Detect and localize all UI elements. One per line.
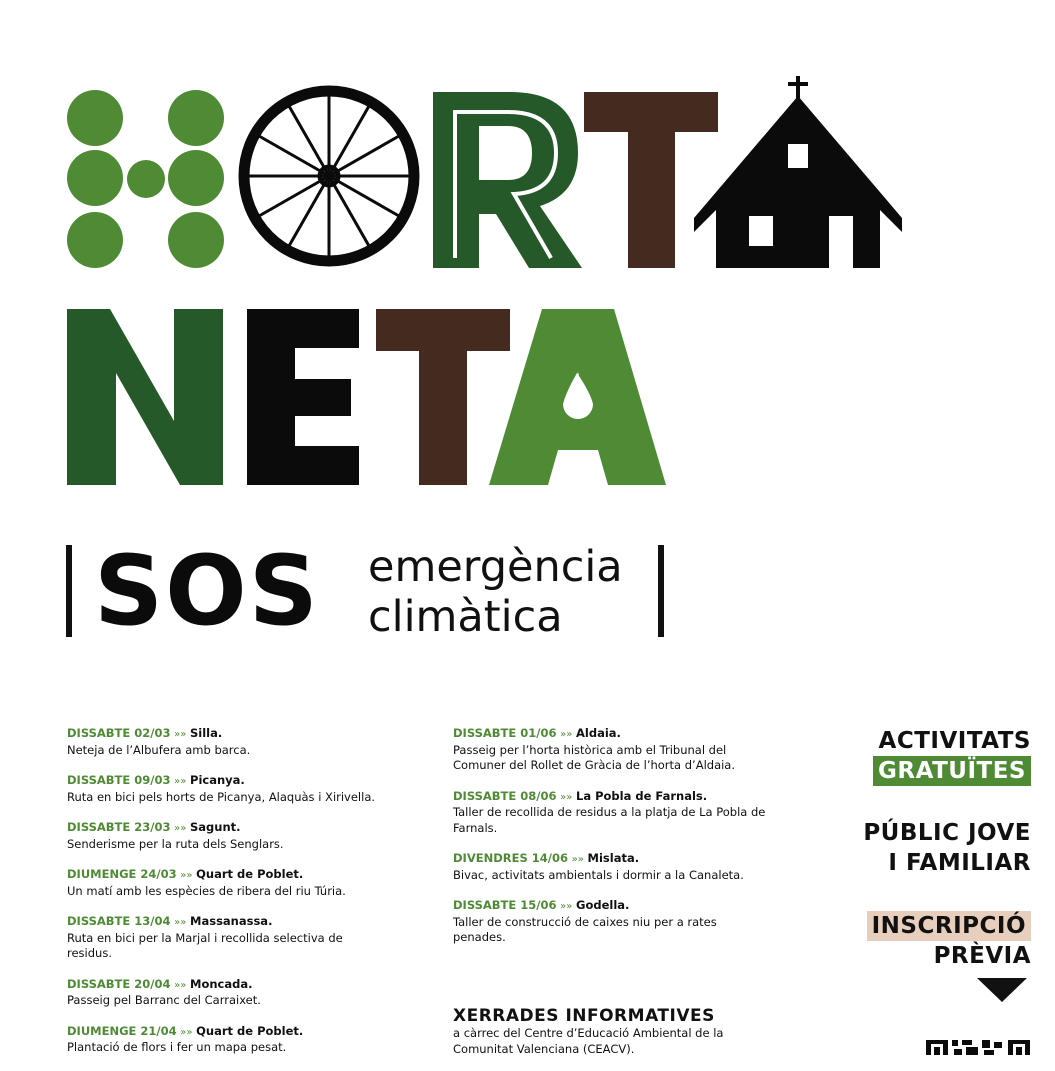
- event-desc: Passeig per l’horta històrica amb el Tribunal del Comuner del Rollet de Gràcia de l’horta d’Aldaia.: [453, 742, 736, 772]
- sos-line1: emergència: [368, 542, 623, 592]
- event-date: DIUMENGE 21/04: [67, 1023, 177, 1038]
- event-desc: Bivac, activitats ambientals i dormir a la Canaleta.: [453, 867, 744, 882]
- event-date: DISSABTE 08/06: [453, 788, 557, 803]
- letter-t2: [376, 309, 510, 485]
- event-item: [67, 914, 387, 962]
- event-item: [67, 977, 387, 1009]
- arrow-icon: »»: [174, 729, 187, 740]
- event-desc: Ruta en bici per la Marjal i recollida selectiva de residus.: [67, 930, 343, 960]
- arrow-icon: »»: [180, 870, 193, 881]
- event-date: DISSABTE 13/04: [67, 914, 171, 928]
- qr-code[interactable]: [926, 1038, 1030, 1055]
- event-place: La Pobla de Farnals.: [576, 788, 708, 803]
- event-item: [67, 867, 387, 899]
- letter-a-drop: [489, 309, 666, 485]
- sos-label: SOS: [94, 535, 320, 647]
- arrow-icon: »»: [174, 823, 187, 834]
- sos-line2: climàtica: [368, 592, 563, 642]
- event-place: Massanassa.: [190, 914, 273, 928]
- event-desc: Passeig pel Barranc del Carraixet.: [67, 993, 261, 1007]
- activitats-label: ACTIVITATS: [878, 728, 1031, 754]
- event-desc: Un matí amb les espècies de ribera del riu Túria.: [67, 883, 346, 898]
- event-desc: Taller de construcció de caixes niu per a rates penades.: [453, 914, 717, 944]
- church-icon: [694, 76, 902, 268]
- event-date: DIVENDRES 14/06: [453, 851, 568, 865]
- letter-r: [433, 92, 582, 268]
- event-place: Quart de Poblet.: [196, 1023, 304, 1038]
- event-place: Godella.: [576, 898, 630, 912]
- divider-left: [66, 545, 72, 637]
- event-desc: Senderisme per la ruta dels Senglars.: [67, 836, 284, 851]
- event-place: Sagunt.: [190, 820, 241, 834]
- inscripcio-label: INSCRIPCIÓ: [867, 911, 1031, 941]
- event-place: Quart de Poblet.: [196, 867, 304, 881]
- events-right: [453, 726, 773, 961]
- audience-badge: [863, 818, 1031, 878]
- event-date: DISSABTE 02/03: [67, 726, 171, 740]
- talks-title: XERRADES INFORMATIVES: [453, 1006, 715, 1026]
- event-place: Mislata.: [587, 851, 640, 865]
- event-place: Aldaia.: [576, 726, 621, 740]
- event-date: DISSABTE 09/03: [67, 773, 171, 787]
- wheel-icon: [244, 91, 414, 261]
- previa-label: PRÈVIA: [933, 943, 1031, 969]
- public-line1: PÚBLIC JOVE: [863, 820, 1031, 846]
- event-place: Silla.: [190, 726, 223, 740]
- event-place: Moncada.: [190, 976, 253, 991]
- talks-section: [453, 1006, 783, 1057]
- event-item: [67, 820, 387, 852]
- event-desc: Neteja de l’Albufera amb barca.: [67, 742, 251, 757]
- event-item: [67, 1024, 387, 1056]
- arrow-icon: »»: [174, 979, 187, 991]
- public-line2: I FAMILIAR: [888, 850, 1031, 876]
- gratuites-label: GRATUÏTES: [873, 756, 1031, 786]
- event-date: DISSABTE 20/04: [67, 976, 171, 991]
- arrow-icon: »»: [560, 901, 573, 912]
- event-date: DISSABTE 15/06: [453, 898, 557, 912]
- event-item: [453, 898, 773, 946]
- event-date: DIUMENGE 24/03: [67, 867, 177, 881]
- event-desc: Taller de recollida de residus a la platja de La Pobla de Farnals.: [453, 805, 766, 835]
- event-desc: Ruta en bici pels horts de Picanya, Alaquàs i Xirivella.: [67, 789, 376, 804]
- events-left: [67, 726, 387, 1071]
- event-item: [453, 789, 773, 837]
- event-item: [453, 851, 773, 883]
- talks-subtitle: a càrrec del Centre d’Educació Ambiental de la Comunitat Valenciana (CEACV).: [453, 1026, 724, 1056]
- divider-right: [658, 545, 664, 637]
- arrow-down-icon: [977, 978, 1027, 1002]
- arrow-icon: »»: [180, 1026, 193, 1038]
- event-item: [67, 773, 387, 805]
- arrow-icon: »»: [174, 917, 187, 928]
- event-place: Picanya.: [190, 773, 245, 787]
- letter-h-dots: [67, 90, 224, 268]
- arrow-icon: »»: [560, 729, 573, 740]
- event-item: [453, 726, 773, 774]
- arrow-icon: »»: [560, 791, 573, 803]
- letter-n: [67, 309, 223, 485]
- free-activities-badge: [873, 726, 1031, 786]
- arrow-icon: »»: [571, 854, 584, 865]
- event-date: DISSABTE 23/03: [67, 820, 171, 834]
- arrow-icon: »»: [174, 776, 187, 787]
- letter-e: [247, 309, 359, 485]
- registration-badge: [867, 911, 1031, 971]
- event-date: DISSABTE 01/06: [453, 726, 557, 740]
- letter-t: [584, 92, 718, 268]
- event-item: [67, 726, 387, 758]
- event-desc: Plantació de flors i fer un mapa pesat.: [67, 1040, 287, 1054]
